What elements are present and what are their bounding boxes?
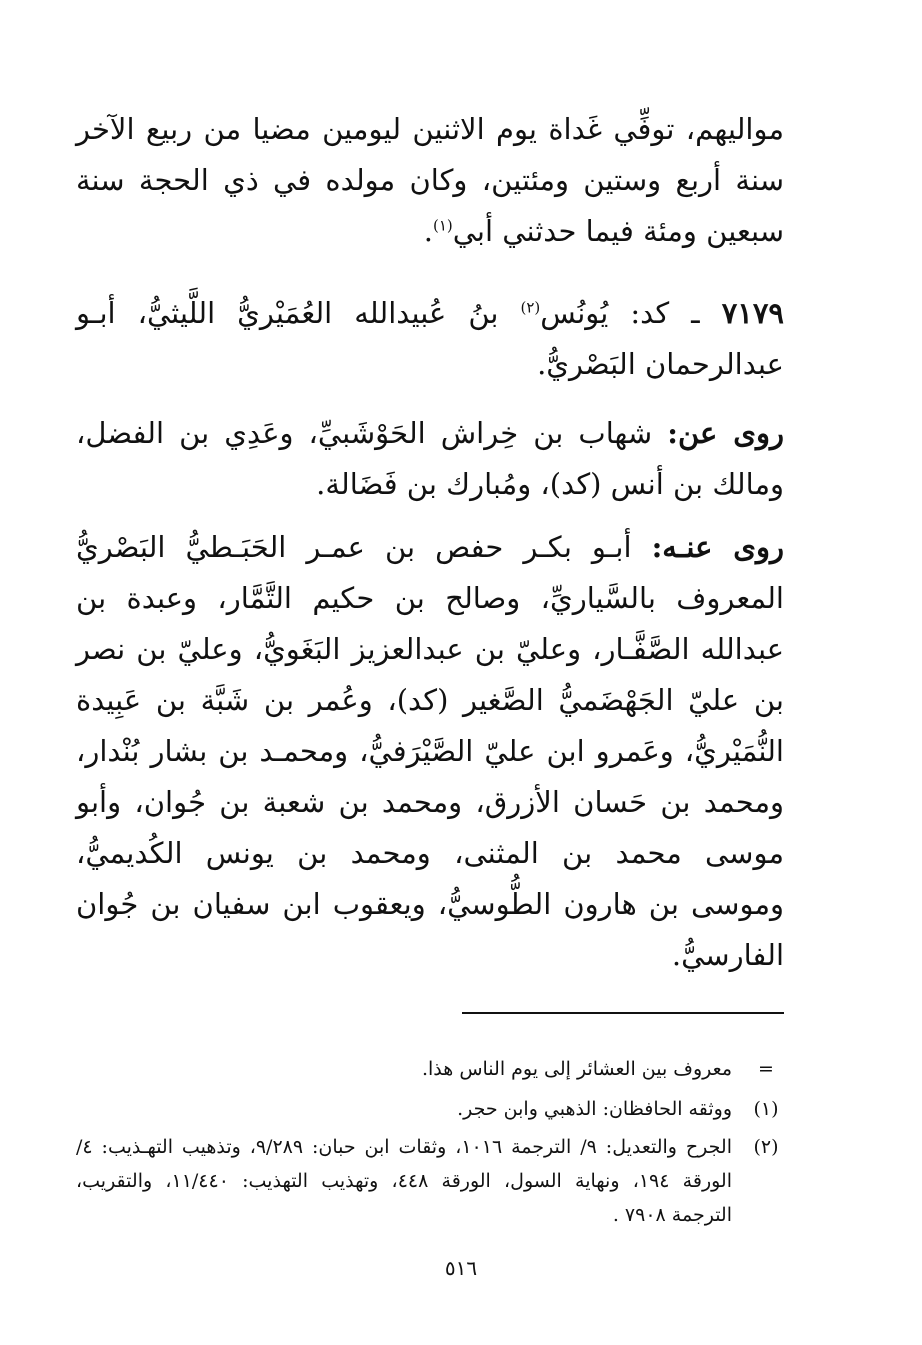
footnote-ref-2: (٢) xyxy=(520,298,541,317)
entry-name: يُونُس xyxy=(540,296,631,330)
paragraph-end: . xyxy=(423,214,433,248)
footnote-mark: = xyxy=(758,1058,774,1080)
entry-number: ٧١٧٩ xyxy=(721,296,784,330)
paragraph-continuation xyxy=(76,104,784,257)
page-number: ٥١٦ xyxy=(444,1256,478,1280)
footnote-mark: (٢) xyxy=(753,1136,779,1158)
narrated-from-label: روى عن: xyxy=(667,416,785,450)
footnote-divider xyxy=(462,1012,784,1014)
footnote-text: الجرح والتعديل: ٩/ الترجمة ١٠١٦، وثقات ابن حبان: ٩/٢٨٩، وتذهيب التهـذيب: ٤/ الورقة ١٩٤، ونهاية السول، الورقة ٤٤٨، وتهذيب التهذيب: ١١/٤٤٠، والتقريب، الترجمة ٧٩٠٨ . xyxy=(76,1136,732,1226)
footnote-mark: (١) xyxy=(753,1098,779,1120)
narrated-by-label: روى عنـه: xyxy=(651,530,784,564)
footnote-ref-1: (١) xyxy=(432,216,453,235)
footnote-1 xyxy=(76,1092,784,1126)
narrated-from-text: شهاب بن خِراش الحَوْشَبيِّ، وعَدِي بن الفضل، ومالك بن أنس (كد)، ومُبارك بن فَضَالة. xyxy=(76,416,784,501)
paragraph-text: مواليهم، توفِّي غَداة يوم الاثنين ليومين مضيا من ربيع الآخر سنة أربع وستين ومئتين، وكان مولده في ذي الحجة سنة سبعين ومئة فيما حدثني أبي xyxy=(76,112,784,248)
entry-symbol: كد: xyxy=(630,296,670,330)
footnote-continuation xyxy=(76,1052,784,1086)
footnote-text: ووثقه الحافظان: الذهبي وابن حجر. xyxy=(457,1098,732,1120)
narrated-by-text: أبـو بكـر حفص بن عمـر الحَبَـطيُّ البَصْريُّ المعروف بالسَّياريِّ، وصالح بن حكيم التَّمَّار، وعبدة بن عبدالله الصَّفَّـار، وعليّ بن عبدالعزيز البَغَويُّ، وعليّ بن نصر بن عليّ الجَهْضَميُّ الصَّغير (كد)، وعُمر بن شَبَّة بن عَبِيدة النُّمَيْريُّ، وعَمرو ابن عليّ الصَّيْرَفيُّ، ومحمـد بن بشار بُنْدار، ومحمد بن حَسان الأزرق، ومحمد بن شعبة بن جُوان، وأبو موسى محمد بن المثنى، ومحمد بن يونس الكُديميُّ، وموسى بن هارون الطُّوسيُّ، ويعقوب ابن سفيان بن جُوان الفارسيُّ. xyxy=(76,530,784,972)
narrated-from-paragraph xyxy=(76,408,784,510)
narrated-by-paragraph xyxy=(76,522,784,981)
entry-name-rest: بنُ عُبيدالله العُمَيْريُّ اللَّيثيُّ، أبـو عبدالرحمان البَصْريُّ. xyxy=(76,296,784,381)
footnote-2 xyxy=(76,1130,784,1232)
entry-separator: ـ xyxy=(669,296,722,330)
footnote-text: معروف بين العشائر إلى يوم الناس هذا. xyxy=(421,1058,732,1080)
biography-entry-heading xyxy=(76,288,784,390)
